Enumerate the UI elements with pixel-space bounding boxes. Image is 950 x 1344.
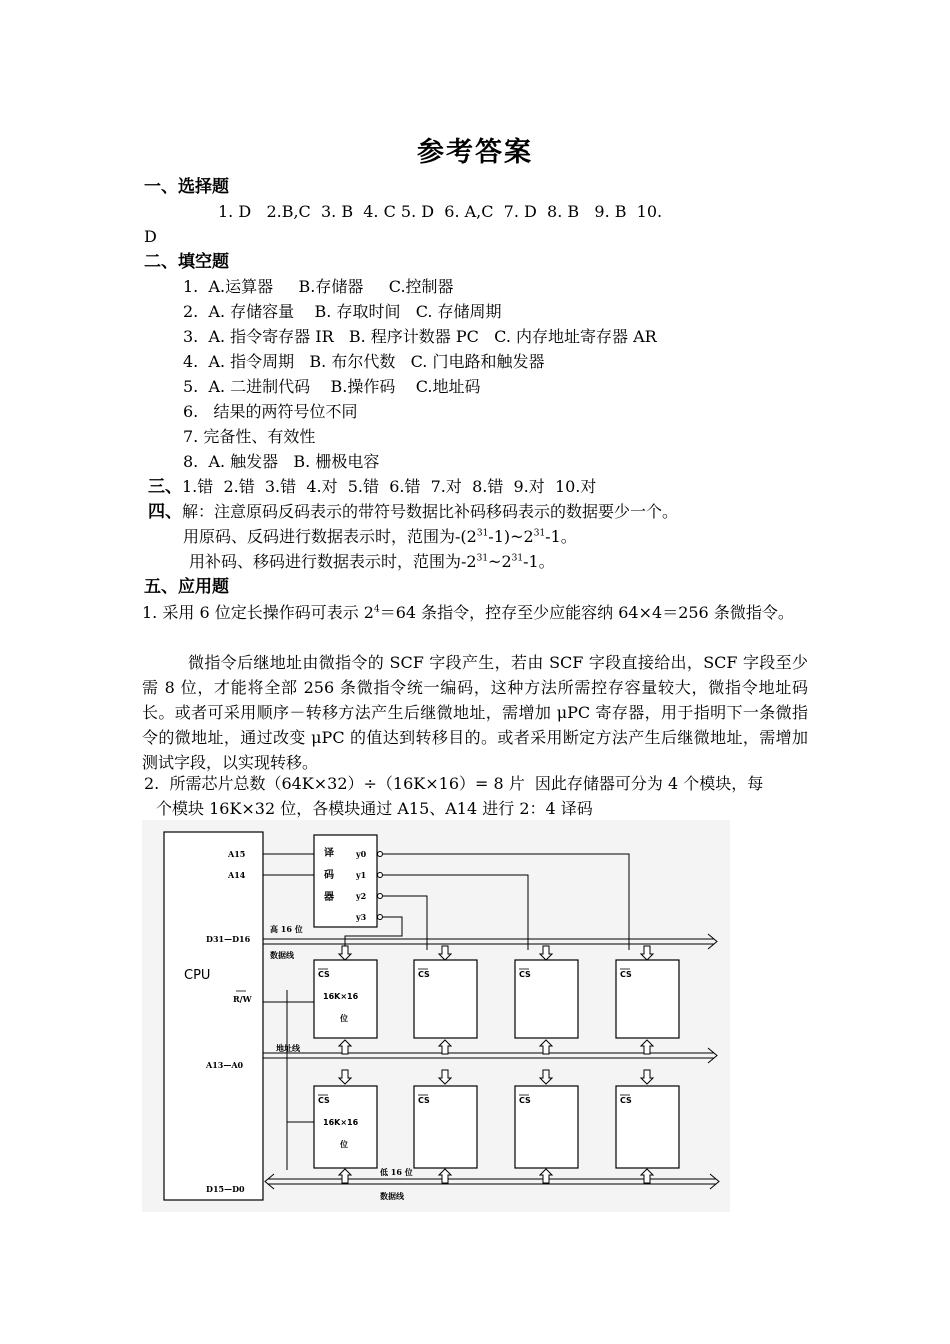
chip-cs-label: CS <box>418 970 430 979</box>
chip-cs-label: CS <box>519 970 531 979</box>
databus-top-label: 数据线 <box>270 950 294 960</box>
a14-label: A14 <box>228 870 246 880</box>
low16-label: 低 16 位 <box>380 1167 413 1177</box>
y1-label: y1 <box>356 870 367 880</box>
high16-label: 高 16 位 <box>270 924 303 934</box>
fill-answer-6: 6. 结果的两符号位不同 <box>183 402 358 421</box>
chip-unit-label: 位 <box>340 1014 348 1023</box>
addrbus-label: 地址线 <box>276 1043 300 1053</box>
d15-d0-label: D15—D0 <box>206 1184 245 1194</box>
a13-a0-label: A13—A0 <box>206 1060 244 1070</box>
application-answer-2-line-1: 2. 所需芯片总数（64K×32）÷（16K×16）= 8 片 因此存储器可分为 4 个模块，每 <box>144 774 764 793</box>
chip-cs-label: CS <box>620 970 632 979</box>
fill-answer-8: 8. A. 触发器 B. 栅极电容 <box>183 452 380 471</box>
section-4-line-1: 解：注意原码反码表示的带符号数据比补码移码表示的数据要少一个。 <box>182 502 679 521</box>
y3-label: y3 <box>356 912 367 922</box>
fill-answer-7: 7. 完备性、有效性 <box>183 427 316 446</box>
decoder-label-2: 码 <box>324 870 334 881</box>
memory-organization-diagram <box>142 820 730 1212</box>
section-4 <box>148 501 678 523</box>
choice-answers-line-1: 1. D 2.B,C 3. B 4. C 5. D 6. A,C 7. D 8. B 9. B 10. <box>218 202 663 221</box>
fill-answer-3: 3. A. 指令寄存器 IR B. 程序计数器 PC C. 内存地址寄存器 AR <box>183 327 657 346</box>
rw-label: R/W <box>233 994 252 1004</box>
choice-answers-line-2: D <box>144 227 157 246</box>
chip-cs-label: CS <box>318 1096 330 1105</box>
decoder-label-3: 器 <box>324 892 334 903</box>
application-answer-2-line-2: 个模块 16K×32 位，各模块通过 A15、A14 进行 2：4 译码 <box>156 799 593 818</box>
application-answer-1-detail: 微指令后继地址由微指令的 SCF 字段产生，若由 SCF 字段直接给出，SCF 字段至少需 8 位，才能将全部 256 条微指令统一编码，这种方法所需控存容量较大，微指令地址码长。或者可采用顺序－转移方法产生后继微地址，需增加 μPC 寄存器，用于指明下一条微指令的微地址，通过改变 μPC 的值达到转移目的。或者采用断定方法产生后继微地址，需增加测试字段，以实现转移。 <box>142 653 808 772</box>
chip-cs-label: CS <box>519 1096 531 1105</box>
d31-d16-label: D31—D16 <box>206 934 251 944</box>
chip-size-label: 16K×16 <box>323 1118 359 1127</box>
section-4-heading: 四、 <box>148 502 182 522</box>
chip-unit-label: 位 <box>340 1140 348 1149</box>
section-3 <box>148 476 596 498</box>
section-4-line-3: 用补码、移码进行数据表示时，范围为$-2^{31}\sim 2^{31}-1$。 <box>189 552 555 571</box>
true-false-answers: 1.错 2.错 3.错 4.对 5.错 6.错 7.对 8.错 9.对 10.对 <box>182 477 597 496</box>
decoder-label-1: 译 <box>324 848 334 859</box>
chip-size-label: 16K×16 <box>323 992 359 1001</box>
section-5-heading: 五、应用题 <box>144 577 229 597</box>
chip-cs-label: CS <box>418 1096 430 1105</box>
y2-label: y2 <box>356 891 367 901</box>
section-2-heading: 二、填空题 <box>144 252 229 272</box>
fill-answer-2: 2. A. 存储容量 B. 存取时间 C. 存储周期 <box>183 302 502 321</box>
cpu-label: CPU <box>184 968 211 983</box>
section-4-line-2: 用原码、反码进行数据表示时，范围为$-(2^{31}-1)\sim 2^{31}-1$。 <box>183 527 577 546</box>
application-answer-1: 1. 采用 6 位定长操作码可表示 $2^4=64$ 条指令，控存至少应能容纳 64×4＝256 条微指令。 <box>142 603 794 622</box>
chip-cs-label: CS <box>318 970 330 979</box>
fill-answer-5: 5. A. 二进制代码 B.操作码 C.地址码 <box>183 377 481 396</box>
section-1-heading: 一、选择题 <box>144 177 229 197</box>
y0-label: y0 <box>356 849 367 859</box>
cpu-box <box>164 832 263 1200</box>
fill-answer-4: 4. A. 指令周期 B. 布尔代数 C. 门电路和触发器 <box>183 352 545 371</box>
databus-bottom-label: 数据线 <box>380 1191 404 1201</box>
chip-cs-label: CS <box>620 1096 632 1105</box>
fill-answer-1: 1. A.运算器 B.存储器 C.控制器 <box>183 277 454 296</box>
section-3-heading: 三、 <box>148 477 182 497</box>
a15-label: A15 <box>228 849 246 859</box>
page-title: 参考答案 <box>417 137 533 168</box>
